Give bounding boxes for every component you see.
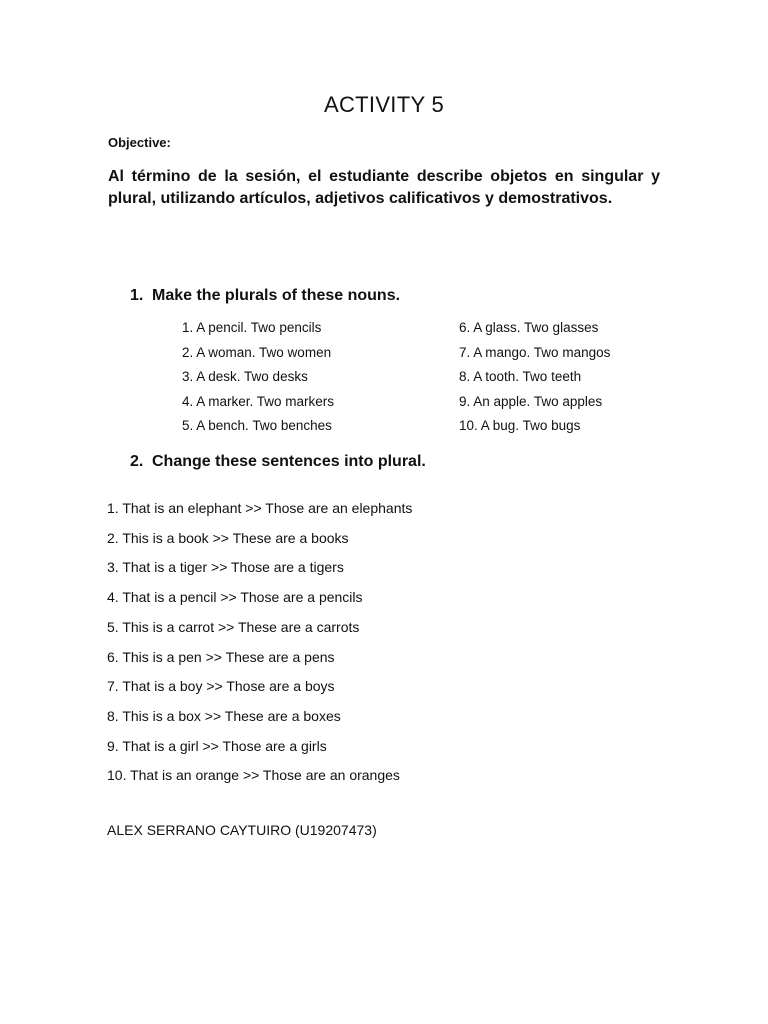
section-1-number: 1. (130, 287, 144, 304)
page-title: ACTIVITY 5 (324, 92, 444, 117)
section-2-heading (130, 451, 426, 473)
section-1-title: Make the plurals of these nouns. (152, 287, 401, 304)
sentence-item: 1. That is an elephant >> Those are an elephants (107, 500, 413, 516)
list-item: 8. A tooth. Two teeth (459, 369, 582, 385)
sentence-item: 7. That is a boy >> Those are a boys (107, 678, 335, 695)
plurals-list-left (182, 316, 442, 439)
list-item: 6. A glass. Two glasses (459, 320, 599, 335)
objective-label: Objective: (108, 135, 171, 150)
sentence-item: 2. This is a book >> These are a books (107, 529, 349, 546)
sentence-item: 10. That is an orange >> Those are an oranges (107, 767, 400, 784)
sentence-item: 5. This is a carrot >> These are a carrots (107, 618, 360, 635)
list-item: 5. A bench. Two benches (182, 418, 332, 434)
objective-text: Al término de la sesión, el estudiante describe objetos en singular y plural, utilizando artículos, adjetivos calificativos y demostrativos. (108, 168, 660, 207)
list-item: 2. A woman. Two women (182, 344, 332, 360)
sentence-item: 9. That is a girl >> Those are a girls (107, 737, 327, 754)
list-item: 4. A marker. Two markers (182, 393, 335, 409)
list-item: 7. A mango. Two mangos (459, 344, 611, 360)
list-item: 10. A bug. Two bugs (459, 418, 581, 434)
section-2-number: 2. (130, 453, 144, 470)
section-2-title: Change these sentences into plural. (152, 453, 426, 470)
sentences-list (107, 494, 667, 791)
list-item: 1. A pencil. Two pencils (182, 320, 322, 335)
sentence-item: 6. This is a pen >> These are a pens (107, 648, 335, 665)
sentence-item: 4. That is a pencil >> Those are a pencils (107, 589, 363, 606)
section-1-heading (130, 285, 400, 307)
sentence-item: 8. This is a box >> These are a boxes (107, 707, 341, 724)
plurals-list-right (459, 316, 699, 439)
list-item: 3. A desk. Two desks (182, 369, 308, 385)
sentence-item: 3. That is a tiger >> Those are a tigers (107, 559, 344, 576)
list-item: 9. An apple. Two apples (459, 393, 603, 409)
author-name: ALEX SERRANO CAYTUIRO (U19207473) (107, 822, 377, 838)
